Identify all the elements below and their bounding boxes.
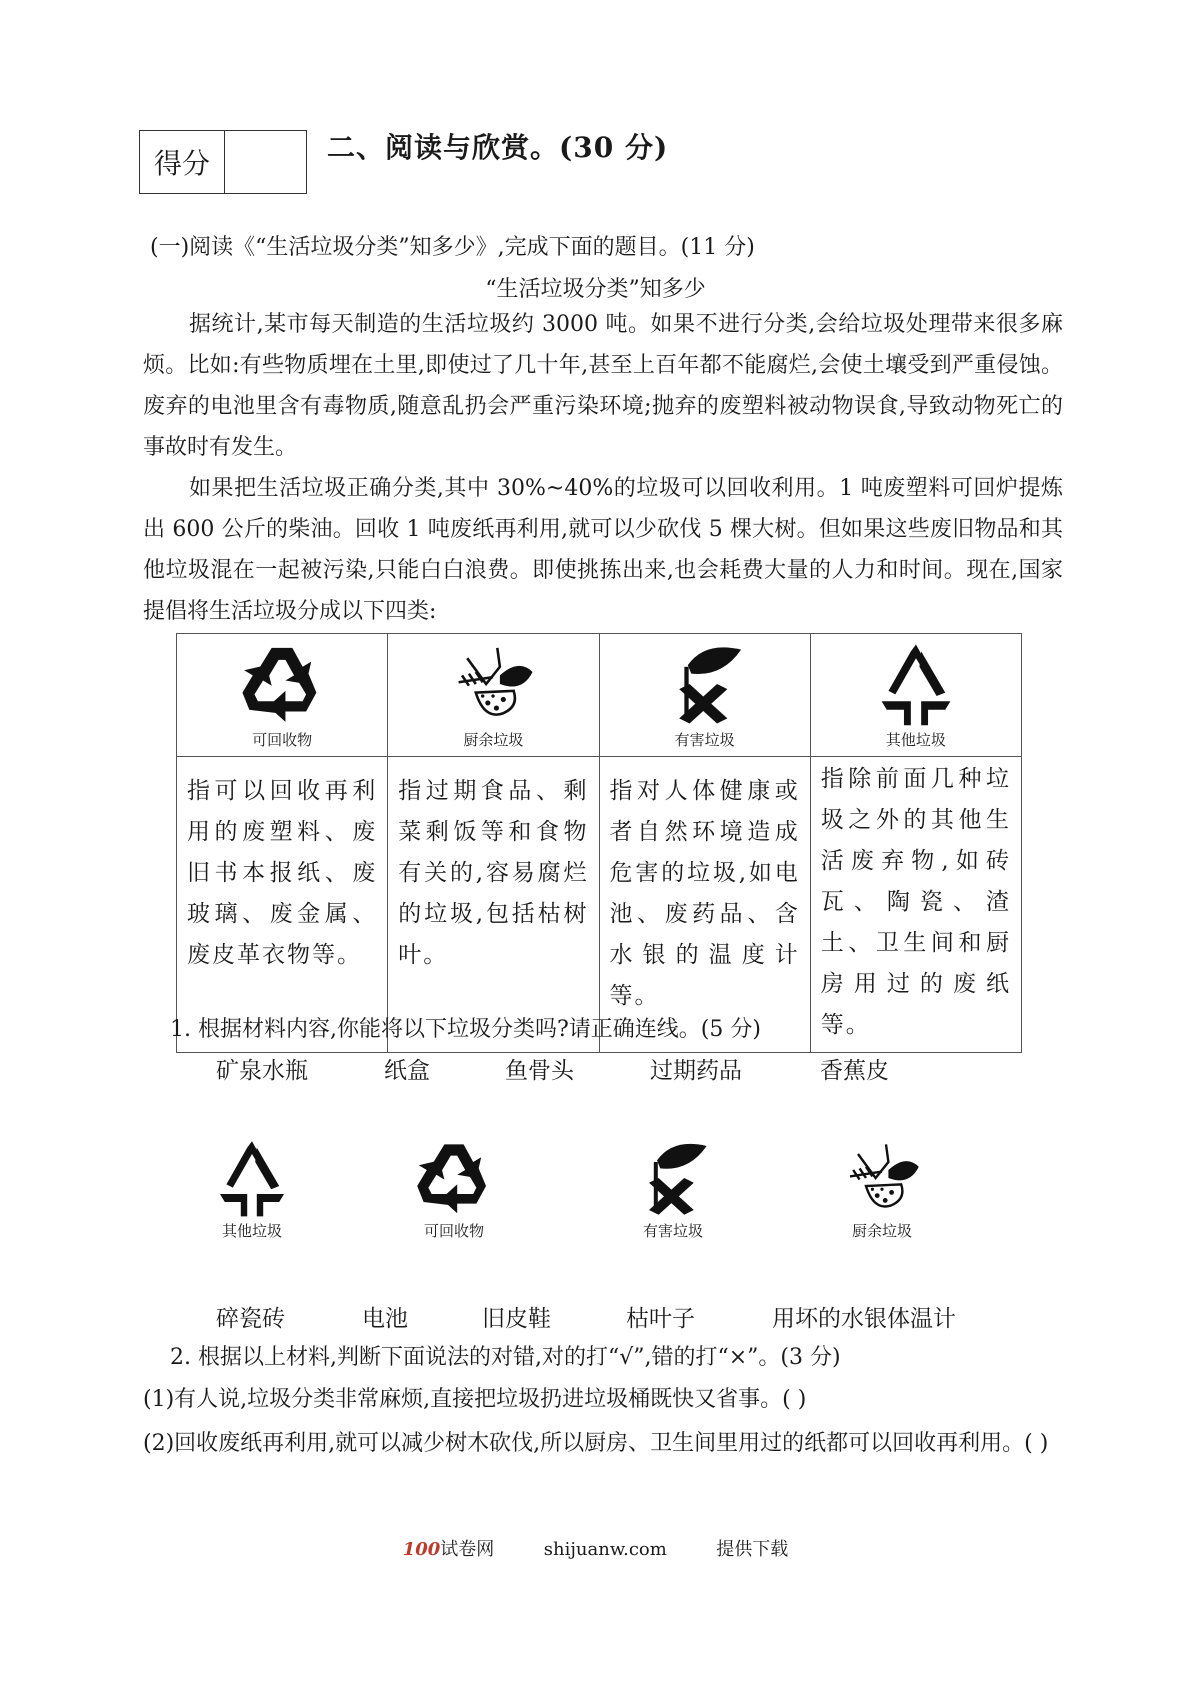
- footer-note: 提供下载: [716, 1539, 789, 1560]
- question-1: 1. 根据材料内容,你能将以下垃圾分类吗?请正确连线。(5 分): [170, 1017, 761, 1042]
- list-item[interactable]: 矿泉水瓶: [216, 1058, 308, 1084]
- article-title: “生活垃圾分类”知多少: [485, 277, 706, 302]
- site-url[interactable]: shijuanw.com: [543, 1539, 667, 1560]
- category-desc: 指可以回收再利用的废塑料、废旧书本报纸、废玻璃、废金属、废皮革衣物等。: [177, 757, 388, 1053]
- list-item[interactable]: 过期药品: [650, 1058, 742, 1084]
- list-item[interactable]: 碎瓷砖: [216, 1306, 285, 1332]
- list-item[interactable]: 电池: [362, 1306, 408, 1332]
- bin-label: 有害垃圾: [642, 1222, 703, 1240]
- bin-hazardous[interactable]: [633, 1138, 713, 1241]
- list-item[interactable]: 纸盒: [384, 1058, 430, 1084]
- other-waste-icon: [873, 641, 959, 727]
- category-desc: 指对人体健康或者自然环境造成危害的垃圾,如电池、废药品、含水银的温度计等。: [599, 757, 810, 1053]
- list-item[interactable]: 枯叶子: [626, 1306, 695, 1332]
- category-table: [176, 633, 1022, 1053]
- list-item[interactable]: 香蕉皮: [820, 1058, 889, 1084]
- table-cell: [177, 634, 388, 757]
- bin-other[interactable]: [212, 1138, 292, 1241]
- site-logo: 100: [402, 1539, 441, 1560]
- list-item[interactable]: 鱼骨头: [505, 1058, 574, 1084]
- score-input-blank[interactable]: [225, 131, 306, 193]
- paragraph: 如果把生活垃圾正确分类,其中 30%~40%的垃圾可以回收利用。1 吨废塑料可回炉提炼出 600 公斤的柴油。回收 1 吨废纸再利用,就可以少砍伐 5 棵大树。但如果这些废旧物品和其他垃圾混在一起被污染,只能白白浪费。即使挑拣出来,也会耗费大量的人力和时间。现在,国家提倡将生活垃圾分成以下四类:: [143, 476, 1063, 624]
- question-2-item: (2)回收废纸再利用,就可以减少树木砍伐,所以厨房、卫生间里用过的纸都可以回收再利用。( ): [143, 1431, 1049, 1456]
- category-label: 其他垃圾: [885, 730, 946, 749]
- part-heading: (一)阅读《“生活垃圾分类”知多少》,完成下面的题目。(11 分): [150, 235, 755, 260]
- table-cell: [388, 634, 599, 757]
- table-cell: [810, 634, 1021, 757]
- bin-label: 厨余垃圾: [851, 1222, 912, 1240]
- table-cell: [599, 634, 810, 757]
- bin-kitchen[interactable]: [842, 1138, 922, 1241]
- score-box: [139, 130, 307, 194]
- hazardous-icon: [633, 1138, 713, 1218]
- kitchen-waste-icon: [450, 641, 536, 727]
- section-title: 二、阅读与欣赏。(30 分): [327, 131, 669, 164]
- category-label: 可回收物: [252, 730, 313, 749]
- category-desc: 指过期食品、剩菜剩饭等和食物有关的,容易腐烂的垃圾,包括枯树叶。: [388, 757, 599, 1053]
- hazardous-icon: [662, 641, 748, 727]
- question-2-item: (1)有人说,垃圾分类非常麻烦,直接把垃圾扔进垃圾桶既快又省事。( ): [143, 1387, 807, 1412]
- kitchen-waste-icon: [842, 1138, 922, 1218]
- list-item[interactable]: 用坏的水银体温计: [772, 1306, 956, 1332]
- recycle-icon: [414, 1138, 494, 1218]
- category-label: 厨余垃圾: [463, 730, 524, 749]
- bin-label: 其他垃圾: [221, 1222, 282, 1240]
- recycle-icon: [239, 641, 325, 727]
- article-body: [143, 304, 1063, 632]
- bin-label: 可回收物: [423, 1222, 484, 1240]
- list-item[interactable]: 旧皮鞋: [482, 1306, 551, 1332]
- category-desc: 指除前面几种垃圾之外的其他生活废弃物,如砖瓦、陶瓷、渣土、卫生间和厨房用过的废纸等。: [810, 757, 1021, 1053]
- paragraph: 据统计,某市每天制造的生活垃圾约 3000 吨。如果不进行分类,会给垃圾处理带来很多麻烦。比如:有些物质埋在土里,即使过了几十年,甚至上百年都不能腐烂,会使土壤受到严重侵蚀。废弃的电池里含有毒物质,随意乱扔会严重污染环境;抛弃的废塑料被动物误食,导致动物死亡的事故时有发生。: [143, 312, 1063, 460]
- score-label: 得分: [140, 131, 225, 193]
- footer: [0, 1535, 1191, 1561]
- bin-recyclable[interactable]: [414, 1138, 494, 1241]
- other-waste-icon: [212, 1138, 292, 1218]
- category-label: 有害垃圾: [674, 730, 735, 749]
- question-2: 2. 根据以上材料,判断下面说法的对错,对的打“√”,错的打“×”。(3 分): [170, 1345, 841, 1370]
- site-name: 试卷网: [440, 1539, 495, 1560]
